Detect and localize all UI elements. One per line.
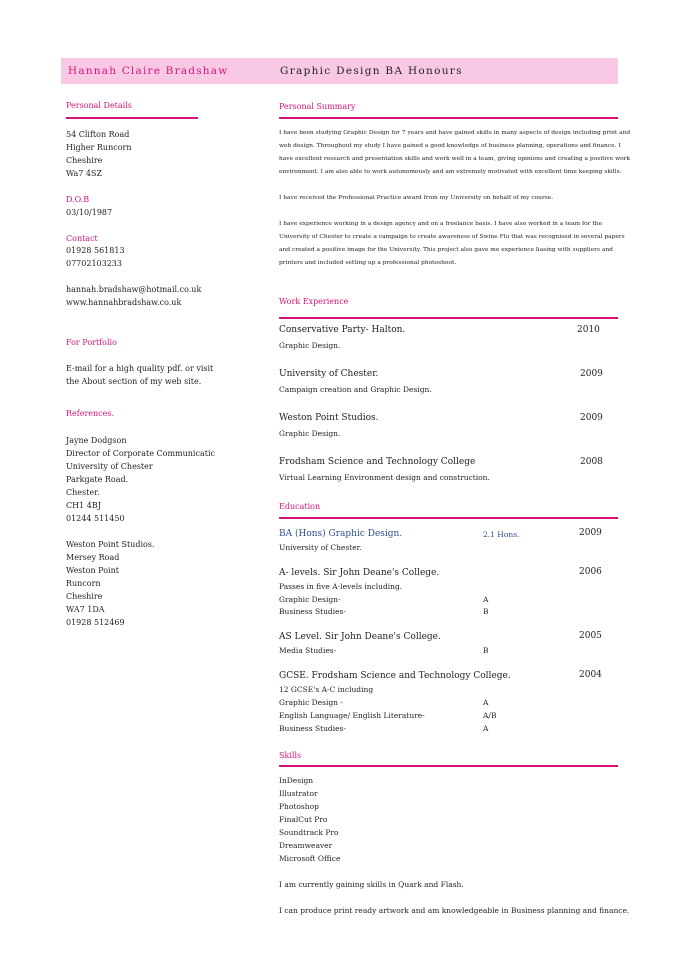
portfolio-heading: For Portfolio xyxy=(66,338,117,347)
work-title: Weston Point Studios. xyxy=(279,413,379,423)
work-role: Virtual Learning Environment design and construction. xyxy=(279,473,490,482)
alevel-sub: Passes in five A-levels including. xyxy=(279,582,403,591)
subject-grade: A xyxy=(483,595,489,604)
summary-line: I have experience working in a design agency and on a freelance basis. I have also worked in a team for the xyxy=(279,221,603,227)
education-rule xyxy=(279,517,618,519)
work-title: University of Chester. xyxy=(279,369,379,379)
reference-line: Mersey Road xyxy=(66,553,120,562)
references-heading: References. xyxy=(66,409,115,418)
reference-line: Weston Point Studios. xyxy=(66,540,155,549)
reference-line: Weston Point xyxy=(66,566,119,575)
work-role: Graphic Design. xyxy=(279,341,341,350)
skill-item: FinalCut Pro xyxy=(279,815,328,824)
ba-grade: 2.1 Hons. xyxy=(483,530,520,539)
subject-name: English Language/ English Literature- xyxy=(279,711,425,720)
reference-1 xyxy=(66,434,215,525)
education-heading: Education xyxy=(279,502,321,511)
degree-title: Graphic Design BA Honours xyxy=(280,65,463,77)
work-role: Graphic Design. xyxy=(279,429,341,438)
reference-line: 01928 512469 xyxy=(66,618,125,627)
reference-line: 01244 511450 xyxy=(66,514,125,523)
reference-line: CH1 4BJ xyxy=(66,501,101,510)
address-block xyxy=(66,128,132,180)
gcse-title: GCSE. Frodsham Science and Technology College. xyxy=(279,671,511,681)
subject-name: Media Studies- xyxy=(279,646,337,655)
skill-item: Photoshop xyxy=(279,802,319,811)
summary-line: printers and included setting up a professional photoshoot. xyxy=(279,259,457,266)
ba-title: BA (Hons) Graphic Design. xyxy=(279,529,403,539)
summary-paragraph-2: I have received the Professional Practice award from my University on behalf of my course. xyxy=(279,195,554,201)
reference-line: Runcorn xyxy=(66,579,101,588)
reference-line: WA7 1DA xyxy=(66,605,105,614)
dob-heading: D.O.B xyxy=(66,195,90,204)
subject-name: Business Studies- xyxy=(279,607,346,616)
reference-line: Chester. xyxy=(66,488,100,497)
skill-item: Soundtrack Pro xyxy=(279,828,339,837)
alevel-year: 2006 xyxy=(579,567,602,577)
portfolio-line: E-mail for a high quality pdf. or visit xyxy=(66,364,214,373)
phone-number: 01928 561813 xyxy=(66,246,125,255)
gcse-year: 2004 xyxy=(579,670,602,680)
reference-line: Cheshire xyxy=(66,592,103,601)
summary-line: and created a positive image for the University. This project also gave me experience liasing with suppliers and xyxy=(279,246,613,253)
subject-name: Business Studies- xyxy=(279,724,346,733)
work-heading: Work Experience xyxy=(279,297,349,306)
reference-2 xyxy=(66,538,154,629)
work-rule xyxy=(279,317,618,319)
work-role: Campaign creation and Graphic Design. xyxy=(279,385,432,394)
reference-line: Jayne Dodgson xyxy=(66,436,127,445)
phone-block xyxy=(66,244,125,270)
subject-grade: A/B xyxy=(483,711,497,720)
summary-line: I have been studying Graphic Design for 7 years and have gained skills in many aspects of design including print and xyxy=(279,130,631,136)
website-address: www.hannahbradshaw.co.uk xyxy=(66,298,182,307)
skills-note: I am currently gaining skills in Quark and Flash. xyxy=(279,880,464,889)
summary-line: University of Chester to create a campaign to create awareness of Swine Flu that was recognised in several papers xyxy=(279,233,625,240)
subject-grade: B xyxy=(483,607,489,616)
work-title: Frodsham Science and Technology College xyxy=(279,457,476,467)
work-year: 2009 xyxy=(580,413,603,423)
summary-paragraph-3 xyxy=(279,218,625,270)
personal-details-rule xyxy=(66,117,198,119)
subject-grade: A xyxy=(483,724,489,733)
candidate-name: Hannah Claire Bradshaw xyxy=(68,65,229,77)
as-title: AS Level. Sir John Deane's College. xyxy=(279,632,441,642)
dob-value: 03/10/1987 xyxy=(66,208,113,217)
skills-heading: Skills xyxy=(279,751,302,760)
as-year: 2005 xyxy=(579,631,602,641)
skills-rule xyxy=(279,765,618,767)
skill-item: Microsoft Office xyxy=(279,854,341,863)
summary-line: have excellent research and presentation skills and work well in a team, giving opinions and creating a positive work xyxy=(279,155,631,162)
address-line: Wa7 4SZ xyxy=(66,169,103,178)
work-year: 2008 xyxy=(580,457,603,467)
subject-name: Graphic Design- xyxy=(279,595,341,604)
subject-grade: A xyxy=(483,698,489,707)
skill-item: Illustrator xyxy=(279,789,318,798)
skill-item: InDesign xyxy=(279,776,314,785)
subject-grade: B xyxy=(483,646,489,655)
contact-heading: Contact xyxy=(66,234,98,243)
address-line: Cheshire xyxy=(66,156,103,165)
address-line: 54 Clifton Road xyxy=(66,130,130,139)
work-title: Conservative Party- Halton. xyxy=(279,325,406,335)
summary-line: web design. Throughout my study I have gained a good knowledge of business planning, operations and finance. I xyxy=(279,142,621,149)
skills-list xyxy=(279,776,340,867)
subject-name: Graphic Design - xyxy=(279,698,343,707)
summary-line: environment. I am also able to work autonomously and am extremely motivated with excellent time keeping skills. xyxy=(279,168,622,175)
gcse-sub: 12 GCSE's A-C including xyxy=(279,685,374,694)
reference-line: University of Chester xyxy=(66,462,153,471)
ba-year: 2009 xyxy=(579,528,602,538)
email-address: hannah.bradshaw@hotmail.co.uk xyxy=(66,285,202,294)
work-year: 2009 xyxy=(580,369,603,379)
work-year: 2010 xyxy=(577,325,600,335)
portfolio-line: the About section of my web site. xyxy=(66,377,202,386)
address-line: Higher Runcorn xyxy=(66,143,132,152)
phone-number: 07702103233 xyxy=(66,259,122,268)
summary-heading: Personal Summary xyxy=(279,102,356,111)
online-contact-block xyxy=(66,283,201,309)
reference-line: Parkgate Road. xyxy=(66,475,129,484)
ba-institution: University of Chester. xyxy=(279,543,362,552)
reference-line: Director of Corporate Communicatic xyxy=(66,449,215,458)
personal-details-heading: Personal Details xyxy=(66,101,132,110)
summary-rule xyxy=(279,117,618,119)
portfolio-text xyxy=(66,362,213,388)
skills-note: I can produce print ready artwork and am knowledgeable in Business planning and finance. xyxy=(279,906,630,915)
summary-paragraph-1 xyxy=(279,127,630,179)
alevel-title: A- levels. Sir John Deane's College. xyxy=(279,568,440,578)
skill-item: Dreamweaver xyxy=(279,841,333,850)
